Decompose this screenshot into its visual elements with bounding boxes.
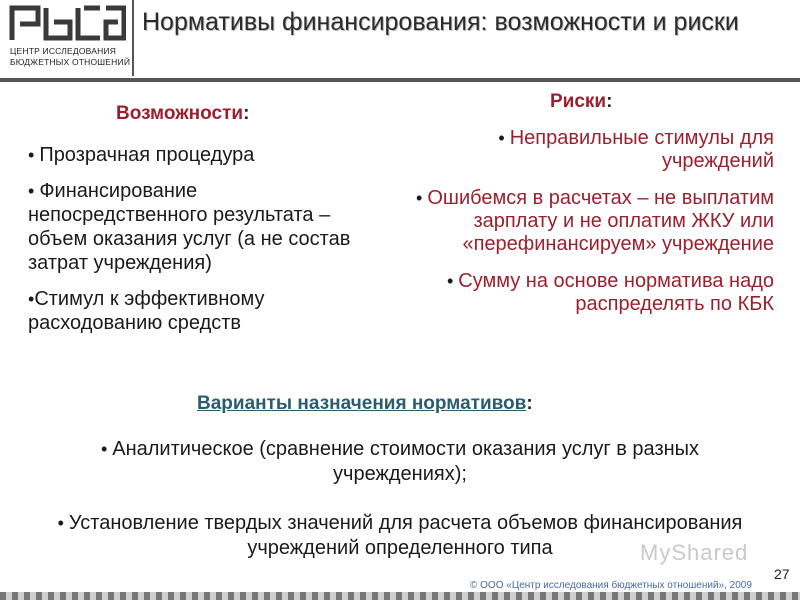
footer-band xyxy=(0,592,800,600)
variants-heading: Варианты назначения нормативов: xyxy=(197,393,533,414)
risk-item: • Неправильные стимулы для учреждений xyxy=(498,127,774,172)
variant-item: • Установление твердых значений для расчета объемов финансирования учреждений определенного типа xyxy=(57,512,743,559)
copyright: © ООО «Центр исследования бюджетных отношений», 2009 xyxy=(470,580,752,591)
watermark: MyShared xyxy=(640,540,749,565)
opportunities-section xyxy=(28,103,358,347)
opportunity-item: • Финансирование непосредственного результата – объем оказания услуг (а не состав затрат учреждения) xyxy=(28,180,351,274)
opportunities-heading: Возможности: xyxy=(116,103,250,124)
logo-text-line2: БЮДЖЕТНЫХ ОТНОШЕНИЙ xyxy=(10,57,131,67)
header-rule xyxy=(0,78,800,82)
slide-title: Нормативы финансирования: возможности и риски xyxy=(142,8,739,36)
logo-mark-icon xyxy=(8,4,126,42)
bullet-icon: • xyxy=(28,289,35,309)
logo-text-line1: ЦЕНТР ИССЛЕДОВАНИЯ xyxy=(10,46,117,56)
header-divider xyxy=(132,0,134,76)
page-number: 27 xyxy=(774,566,790,582)
opportunity-item: • Прозрачная процедура xyxy=(28,144,255,166)
bullet-icon: • xyxy=(446,271,459,291)
logo xyxy=(4,4,131,72)
risk-item: • Ошибемся в расчетах – не выплатим зарплату и не оплатим ЖКУ или «перефинансируем» учреждение xyxy=(416,187,774,255)
bullet-icon: • xyxy=(100,439,113,459)
risk-item: • Сумму на основе норматива надо распределять по КБК xyxy=(446,270,774,315)
risks-section xyxy=(404,91,774,330)
risks-heading: Риски: xyxy=(550,91,613,112)
bullet-icon: • xyxy=(28,181,40,201)
bullet-icon: • xyxy=(498,128,510,148)
opportunity-item: •Стимул к эффективному расходованию средств xyxy=(28,288,265,334)
slide-header xyxy=(0,0,800,80)
variant-item: • Аналитическое (сравнение стоимости оказания услуг в разных учреждениях); xyxy=(100,438,700,485)
bullet-icon: • xyxy=(28,145,40,165)
bullet-icon: • xyxy=(57,513,69,533)
bullet-icon: • xyxy=(416,188,428,208)
